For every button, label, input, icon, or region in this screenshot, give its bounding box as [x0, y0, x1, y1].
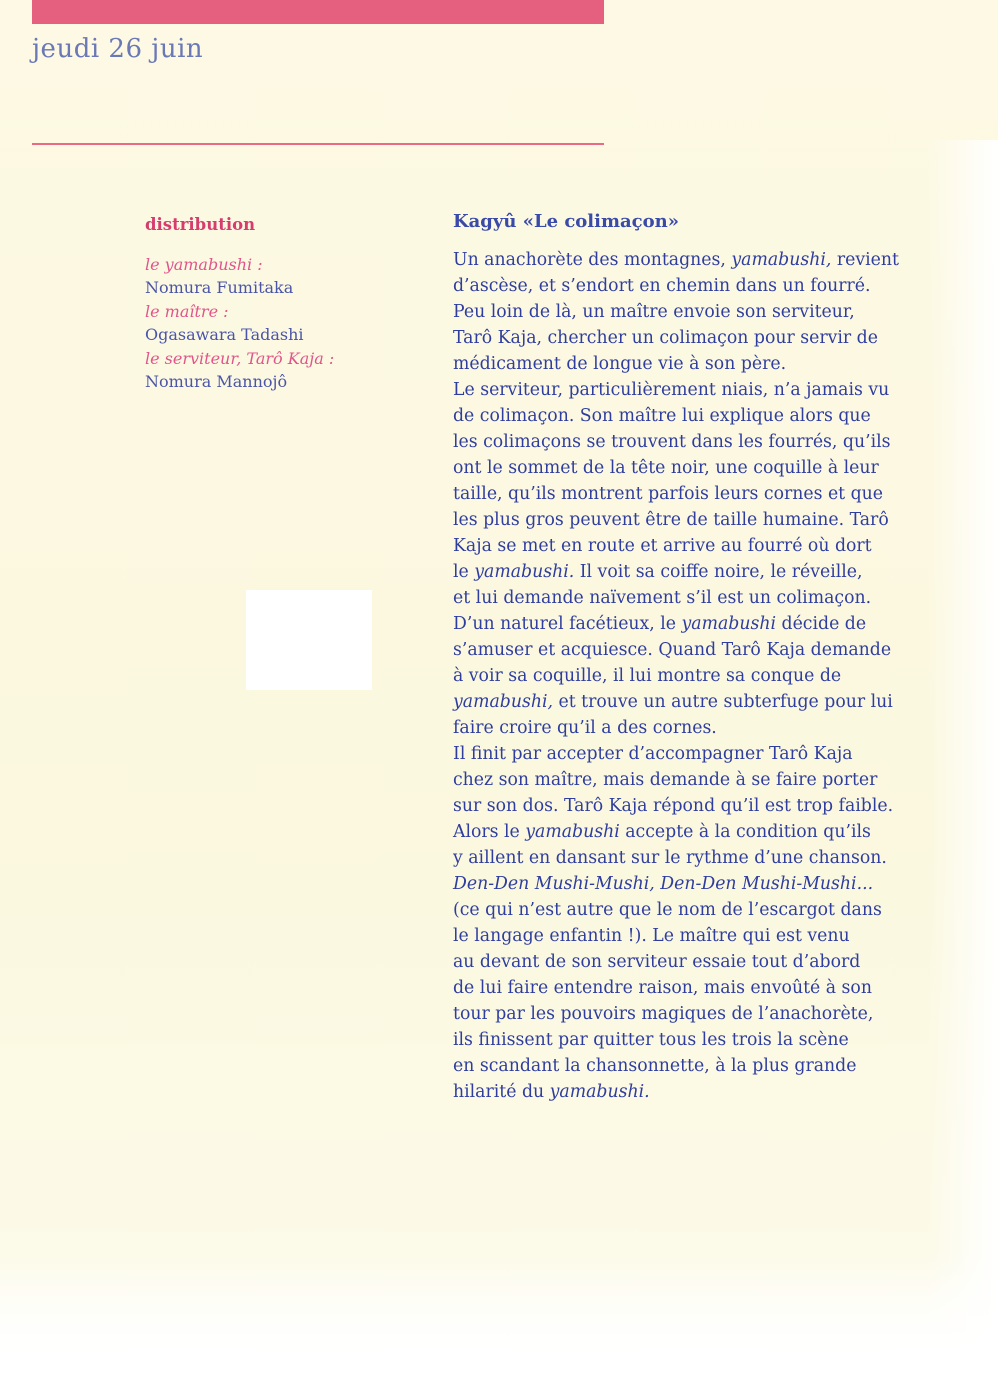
article-line	[453, 975, 933, 1001]
text-run: à voir sa coquille, il lui montre sa conque de	[453, 666, 842, 686]
cast-actor: Nomura Fumitaka	[145, 278, 294, 297]
text-run: tour par les pouvoirs magiques de l’anachorète,	[453, 1004, 874, 1024]
article-line	[453, 377, 933, 403]
italic-run: yamabushi,	[731, 250, 832, 270]
article-line	[453, 507, 933, 533]
article-line	[453, 689, 933, 715]
article-line	[453, 481, 933, 507]
text-run: s’amuser et acquiesce. Quand Tarô Kaja demande	[453, 640, 892, 660]
article-line	[453, 663, 933, 689]
text-run: médicament de longue vie à son père.	[453, 354, 787, 374]
italic-run: yamabushi	[525, 822, 620, 842]
article-line	[453, 429, 933, 455]
text-run: Il voit sa coiffe noire, le réveille,	[574, 562, 863, 582]
blank-patch	[246, 590, 372, 690]
text-run: d’ascèse, et s’endort en chemin dans un fourré.	[453, 276, 871, 296]
text-run: les colimaçons se trouvent dans les fourrés, qu’ils	[453, 432, 891, 452]
text-run: ils finissent par quitter tous les trois la scène	[453, 1030, 849, 1050]
article-line	[453, 325, 933, 351]
text-run: de colimaçon. Son maître lui explique alors que	[453, 406, 871, 426]
cast-role: le maître :	[145, 301, 229, 321]
text-run: Il finit par accepter d’accompagner Tarô Kaja	[453, 744, 853, 764]
cast-role: le serviteur, Tarô Kaja :	[145, 348, 335, 368]
text-run: décide de	[776, 614, 867, 634]
article-line	[453, 1053, 933, 1079]
text-run: le langage enfantin !). Le maître qui est venu	[453, 926, 850, 946]
article-line	[453, 845, 933, 871]
article-line	[453, 871, 933, 897]
article-body	[453, 247, 933, 1105]
text-run: (ce qui n’est autre que le nom de l’escargot dans	[453, 900, 882, 920]
italic-run: yamabushi.	[474, 562, 575, 582]
text-run: taille, qu’ils montrent parfois leurs cornes et que	[453, 484, 884, 504]
article-line	[453, 897, 933, 923]
text-run: Tarô Kaja, chercher un colimaçon pour servir de	[453, 328, 878, 348]
text-run: et lui demande naïvement s’il est un colimaçon.	[453, 588, 872, 608]
text-run: le	[453, 562, 475, 582]
article-line	[453, 793, 933, 819]
text-run: en scandant la chansonnette, à la plus grande	[453, 1056, 857, 1076]
text-run: revient	[831, 250, 899, 270]
text-run: accepte à la condition qu’ils	[619, 822, 871, 842]
text-run: hilarité du	[453, 1082, 550, 1102]
text-run: Le serviteur, particulièrement niais, n’a jamais vu	[453, 380, 890, 400]
page-date: jeudi 26 juin	[32, 34, 204, 64]
text-run: D’un naturel facétieux, le	[453, 614, 682, 634]
article-line	[453, 1079, 933, 1105]
article-line	[453, 1027, 933, 1053]
cast-heading: distribution	[145, 215, 256, 234]
header-color-bar	[32, 0, 604, 24]
text-run: et trouve un autre subterfuge pour lui	[552, 692, 893, 712]
text-run: Un anachorète des montagnes,	[453, 250, 732, 270]
cast-actor: Ogasawara Tadashi	[145, 325, 304, 344]
article-line	[453, 533, 933, 559]
italic-run: yamabushi,	[453, 692, 553, 712]
article	[453, 211, 933, 1105]
cast-entry	[145, 347, 425, 394]
page-edge-right	[928, 140, 998, 1399]
header-divider	[32, 143, 604, 145]
cast-entry	[145, 253, 425, 300]
text-run: Kaja se met en route et arrive au fourré où dort	[453, 536, 872, 556]
article-line	[453, 247, 933, 273]
text-run: y aillent en dansant sur le rythme d’une chanson.	[453, 848, 887, 868]
article-line	[453, 351, 933, 377]
article-line	[453, 559, 933, 585]
article-line	[453, 949, 933, 975]
text-run: les plus gros peuvent être de taille humaine. Tarô	[453, 510, 889, 530]
text-run: au devant de son serviteur essaie tout d’abord	[453, 952, 861, 972]
article-line	[453, 273, 933, 299]
article-title: Kagyû «Le colimaçon»	[453, 211, 679, 232]
article-line	[453, 637, 933, 663]
cast-entry	[145, 300, 425, 347]
cast-role: le yamabushi :	[145, 254, 263, 274]
text-run: ont le sommet de la tête noir, une coquille à leur	[453, 458, 879, 478]
cast-actor: Nomura Mannojô	[145, 372, 288, 391]
article-line	[453, 715, 933, 741]
article-line	[453, 741, 933, 767]
text-run: sur son dos. Tarô Kaja répond qu’il est trop faible.	[453, 796, 894, 816]
text-run: faire croire qu’il a des cornes.	[453, 718, 717, 738]
italic-run: yamabushi.	[549, 1082, 650, 1102]
text-run: de lui faire entendre raison, mais envoûté à son	[453, 978, 872, 998]
italic-run: Den-Den Mushi-Mushi, Den-Den Mushi-Mushi...	[453, 874, 874, 894]
cast-list	[145, 213, 425, 394]
article-line	[453, 403, 933, 429]
article-line	[453, 455, 933, 481]
article-line	[453, 299, 933, 325]
article-line	[453, 819, 933, 845]
article-line	[453, 1001, 933, 1027]
article-line	[453, 611, 933, 637]
article-line	[453, 767, 933, 793]
text-run: chez son maître, mais demande à se faire porter	[453, 770, 878, 790]
italic-run: yamabushi	[681, 614, 777, 634]
article-line	[453, 585, 933, 611]
page-edge-bottom	[0, 1250, 998, 1399]
article-line	[453, 923, 933, 949]
text-run: Alors le	[453, 822, 526, 842]
text-run: Peu loin de là, un maître envoie son serviteur,	[453, 302, 855, 322]
